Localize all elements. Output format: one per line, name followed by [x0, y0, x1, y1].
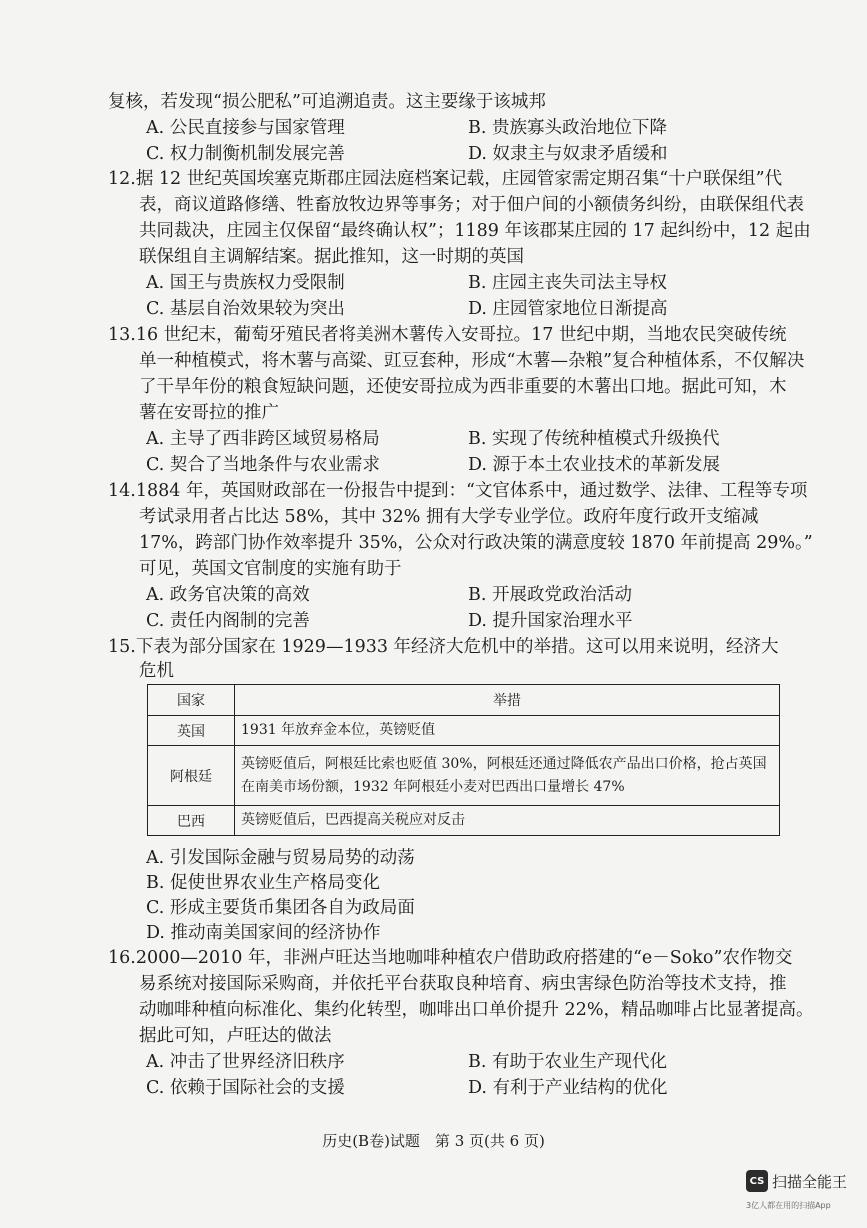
q13-option-b: B. 实现了传统种植模式升级换代 [468, 429, 720, 449]
q11-option-d: D. 奴隶主与奴隶矛盾缓和 [468, 144, 668, 164]
q12-text-line: 据 12 世纪英国埃塞克斯郡庄园法庭档案记载，庄园管家需定期召集“十户联保组”代 [135, 169, 783, 189]
table-row [148, 716, 780, 746]
q12-number: 12. [108, 169, 136, 189]
table-cell-country: 巴西 [148, 806, 235, 836]
q14-option-a: A. 政务官决策的高效 [146, 585, 310, 605]
scanner-watermark [746, 1170, 861, 1222]
table-cell-country: 阿根廷 [148, 746, 235, 806]
q12-text-line: 表，商议道路修缮、牲畜放牧边界等事务；对于佃户间的小额债务纠纷，由联保组代表 [139, 195, 804, 215]
q13-option-c: C. 契合了当地条件与农业需求 [146, 455, 380, 475]
q14-text-line: 考试录用者占比达 58%，其中 32% 拥有大学专业学位。政府年度行政开支缩减 [139, 507, 759, 527]
q13-option-a: A. 主导了西非跨区域贸易格局 [146, 429, 380, 449]
q15-option-c: C. 形成主要货币集团各自为政局面 [146, 898, 415, 918]
q12-first-line [108, 168, 782, 190]
q16-text-line: 易系统对接国际采购商，并依托平台获取良种培育、病虫害绿色防治等技术支持，推 [139, 974, 787, 994]
q15-option-a: A. 引发国际金融与贸易局势的动荡 [146, 848, 415, 868]
q16-option-c: C. 依赖于国际社会的支援 [146, 1078, 345, 1098]
q16-text-line: 动咖啡种植向标准化、集约化转型，咖啡出口单价提升 22%，精品咖啡占比显著提高。 [139, 1000, 814, 1020]
q13-option-d: D. 源于本土农业技术的革新发展 [468, 455, 721, 475]
q11-text-line: 复核，若发现“损公肥私”可追溯追责。这主要缘于该城邦 [108, 92, 546, 112]
q11-option-c: C. 权力制衡机制发展完善 [146, 144, 345, 164]
table-cell-measure: 英镑贬值后，巴西提高关税应对反击 [235, 806, 780, 836]
q15-option-b: B. 促使世界农业生产格局变化 [146, 873, 380, 893]
table-header-row [148, 685, 780, 716]
q14-text-line: 可见，英国文官制度的实施有助于 [139, 559, 402, 579]
q13-text-line: 薯在安哥拉的推广 [139, 403, 279, 423]
q12-option-d: D. 庄园管家地位日渐提高 [468, 299, 668, 319]
q13-text-line: 单一种植模式，将木薯与高粱、豇豆套种，形成“木薯—杂粮”复合种植体系，不仅解决 [139, 351, 805, 371]
page-footer: 历史(B卷)试题 第 3 页(共 6 页) [322, 1132, 545, 1150]
q15-number: 15. [108, 637, 136, 657]
measures-table [147, 684, 780, 836]
q12-option-a: A. 国王与贵族权力受限制 [146, 273, 345, 293]
table-cell-measure: 1931 年放弃金本位，英镑贬值 [235, 716, 780, 746]
q14-number: 14. [108, 481, 136, 501]
table-header-country: 国家 [148, 685, 235, 716]
q15-text-line: 危机 [139, 661, 174, 681]
q11-option-b: B. 贵族寡头政治地位下降 [468, 118, 667, 138]
q13-text-line: 16 世纪末，葡萄牙殖民者将美洲木薯传入安哥拉。17 世纪中期，当地农民突破传统 [135, 325, 787, 345]
table-row [148, 806, 780, 836]
table-cell-measure: 英镑贬值后，阿根廷比索也贬值 30%，阿根廷还通过降低农产品出口价格，抢占英国在南美市场份额，1932 年阿根廷小麦对巴西出口量增长 47% [235, 746, 780, 806]
scanner-tagline: 3亿人都在用的扫描App [746, 1201, 831, 1210]
scanner-logo-icon: CS [746, 1170, 768, 1192]
q16-option-a: A. 冲击了世界经济旧秩序 [146, 1052, 345, 1072]
q16-option-d: D. 有利于产业结构的优化 [468, 1078, 668, 1098]
q15-first-line [108, 636, 779, 658]
q15-option-d: D. 推动南美国家间的经济协作 [146, 923, 381, 943]
q12-text-line: 联保组自主调解结案。据此推知，这一时期的英国 [139, 247, 524, 267]
q14-text-line: 1884 年，英国财政部在一份报告中提到：“文官体系中，通过数学、法律、工程等专项 [135, 481, 808, 501]
q16-text-line: 据此可知，卢旺达的做法 [139, 1026, 332, 1046]
q14-text-line: 17%，跨部门协作效率提升 35%，公众对行政决策的满意度较 1870 年前提高 29%。” [139, 533, 813, 553]
q13-text-line: 了干旱年份的粮食短缺问题，还使安哥拉成为西非重要的木薯出口地。据此可知，木 [139, 377, 787, 397]
q12-option-c: C. 基层自治效果较为突出 [146, 299, 345, 319]
q14-option-c: C. 责任内阁制的完善 [146, 611, 310, 631]
q13-first-line [108, 324, 787, 346]
q16-option-b: B. 有助于农业生产现代化 [468, 1052, 667, 1072]
q14-option-b: B. 开展政党政治活动 [468, 585, 632, 605]
q12-text-line: 共同裁决，庄园主仅保留“最终确认权”；1189 年该郡某庄园的 17 起纠纷中，12 起由 [139, 221, 811, 241]
table-cell-country: 英国 [148, 716, 235, 746]
scanner-app-name: 扫描全能王 [772, 1173, 848, 1191]
q16-first-line [108, 947, 792, 969]
q11-option-a: A. 公民直接参与国家管理 [146, 118, 345, 138]
q12-option-b: B. 庄园主丧失司法主导权 [468, 273, 667, 293]
q16-text-line: 2000—2010 年，非洲卢旺达当地咖啡种植农户借助政府搭建的“e－Soko”农作物交 [135, 948, 793, 968]
q14-first-line [108, 480, 807, 502]
q15-text-line: 下表为部分国家在 1929—1933 年经济大危机中的举措。这可以用来说明，经济大 [135, 637, 779, 657]
q13-number: 13. [108, 325, 136, 345]
q16-number: 16. [108, 948, 136, 968]
table-row [148, 746, 780, 806]
q14-option-d: D. 提升国家治理水平 [468, 611, 633, 631]
table-header-measure: 举措 [235, 685, 780, 716]
